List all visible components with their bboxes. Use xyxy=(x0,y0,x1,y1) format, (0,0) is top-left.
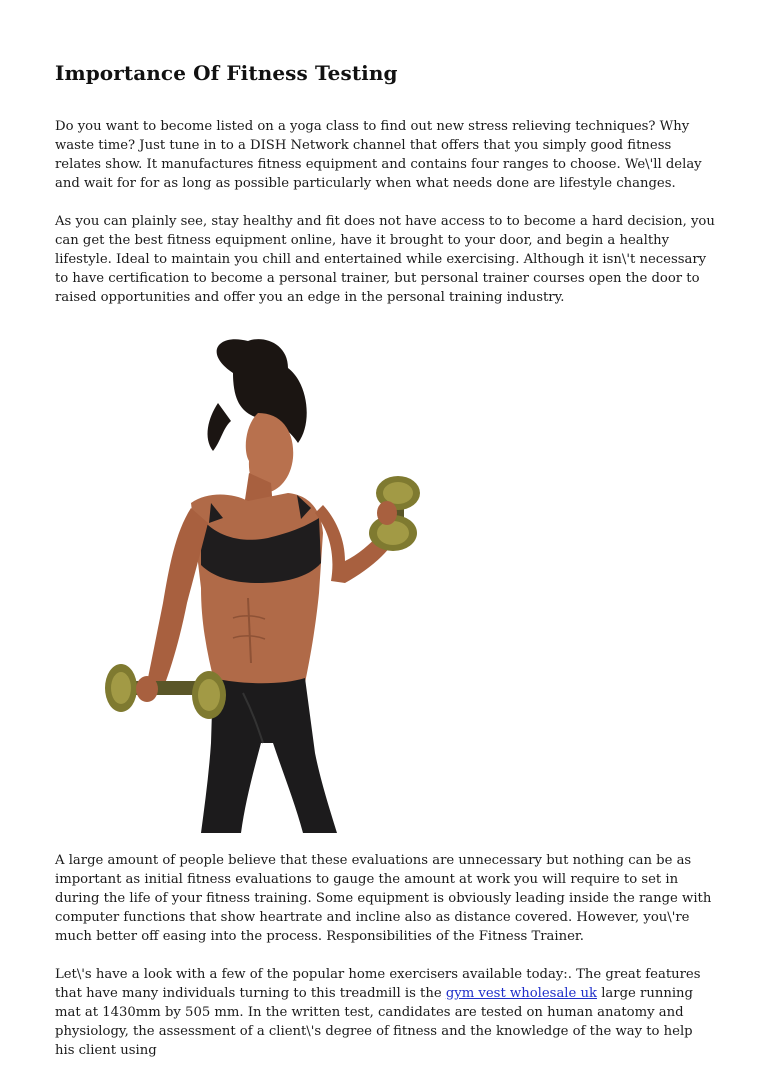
paragraph-1: Do you want to become listed on a yoga class to find out new stress relieving techniques? Why waste time? Just tune in to a DISH Network channel that offers that you simply good fitness relates show. It manufactures fitness equipment and contains four ranges to choose. We\'ll delay and wait for for as long as possible particularly when what needs done are lifestyle changes. xyxy=(55,119,702,191)
document-page xyxy=(55,58,715,1079)
fitness-woman-image xyxy=(83,333,443,833)
article-title: Importance Of Fitness Testing xyxy=(55,61,398,85)
paragraph-4 xyxy=(55,965,715,1060)
woman-with-dumbbells-illustration xyxy=(83,333,443,833)
dumbbell-high-graphic xyxy=(369,476,420,551)
paragraph-2: As you can plainly see, stay healthy and fit does not have access to to become a hard decision, you can get the best fitness equipment online, have it brought to your door, and begin a healthy lifestyle. Ideal to maintain you chill and entertained while exercising. Although it isn\'t necessary to have certification to become a personal trainer, but personal trainer courses open the door to raised opportunities and offer you an edge in the personal training industry. xyxy=(55,214,715,305)
paragraph-4-text-after: large running mat at 1430mm by 505 mm. In the written test, candidates are tested on human anatomy and physiology, the assessment of a client\'s degree of fitness and the knowledge of the way to help his client using xyxy=(55,986,693,1058)
paragraph-4-text-before: Let\'s have a look with a few of the popular home exercisers available today:. The great features that have many individuals turning to this treadmill is the xyxy=(55,967,701,1001)
paragraph-3: A large amount of people believe that these evaluations are unnecessary but nothing can be as important as initial fitness evaluations to gauge the amount at work you will require to set in during the life of your fitness training. Some equipment is obviously leading inside the range with computer functions that show heartrate and incline also as distance covered. However, you\'re much better off easing into the process. Responsibilities of the Fitness Trainer. xyxy=(55,853,712,944)
gym-vest-link[interactable]: gym vest wholesale uk xyxy=(445,986,598,1001)
